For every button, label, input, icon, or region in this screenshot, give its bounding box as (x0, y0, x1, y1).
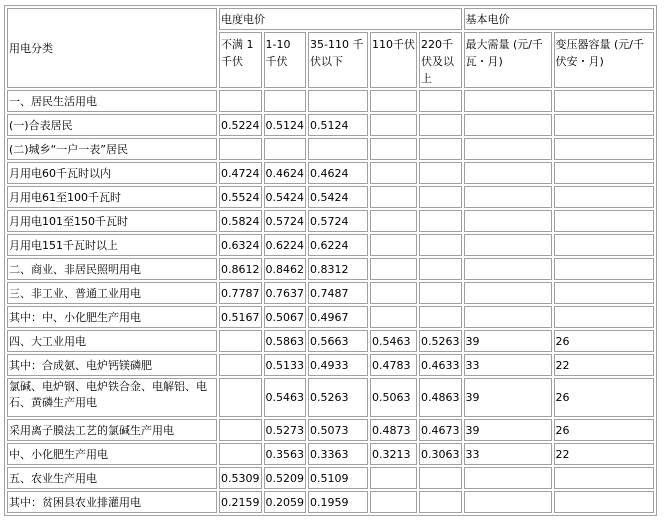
row-label: 其中：合成氨、电炉钙镁磷肥 (7, 354, 217, 376)
table-cell: 0.4783 (370, 354, 417, 376)
table-cell: 39 (464, 419, 552, 441)
table-cell (554, 186, 654, 208)
table-cell: 0.6224 (308, 234, 368, 256)
table-cell: 0.5309 (219, 467, 262, 489)
table-cell: 0.6224 (264, 234, 307, 256)
table-cell (264, 90, 307, 112)
table-cell (370, 306, 417, 328)
row-label: 月用电61至100千瓦时 (7, 186, 217, 208)
col-under-1kv: 不满 1 千伏 (219, 32, 262, 88)
table-cell: 0.4863 (419, 378, 462, 417)
tariff-table-container (4, 5, 657, 516)
row-label: 氯碱、电炉钢、电炉铁合金、电解铝、电石、黄磷生产用电 (7, 378, 217, 417)
table-cell: 0.8312 (308, 258, 368, 280)
table-cell (464, 258, 552, 280)
table-cell (464, 234, 552, 256)
table-cell: 0.7487 (308, 282, 368, 304)
electricity-tariff-table (4, 5, 657, 516)
table-cell (419, 282, 462, 304)
table-cell (554, 234, 654, 256)
table-cell: 33 (464, 443, 552, 465)
table-cell: 0.5063 (370, 378, 417, 417)
table-cell (219, 354, 262, 376)
row-label: 月用电60千瓦时以内 (7, 162, 217, 184)
table-cell (308, 138, 368, 160)
table-cell: 0.8612 (219, 258, 262, 280)
row-label: 其中：中、小化肥生产用电 (7, 306, 217, 328)
table-cell: 0.5124 (308, 114, 368, 136)
table-cell (419, 186, 462, 208)
table-cell: 0.5067 (264, 306, 307, 328)
table-cell (419, 90, 462, 112)
table-cell (464, 467, 552, 489)
table-cell (219, 330, 262, 352)
row-label: (一)合表居民 (7, 114, 217, 136)
table-cell (370, 162, 417, 184)
table-cell: 0.5463 (370, 330, 417, 352)
table-cell (219, 419, 262, 441)
table-row (7, 419, 654, 441)
table-cell (419, 162, 462, 184)
row-label: 月用电101至150千瓦时 (7, 210, 217, 232)
table-cell (554, 467, 654, 489)
table-row (7, 282, 654, 304)
table-cell (308, 90, 368, 112)
col-max-demand: 最大需量 (元/千瓦・月) (464, 32, 552, 88)
table-cell (464, 114, 552, 136)
table-cell: 0.5263 (308, 378, 368, 417)
table-cell (370, 467, 417, 489)
row-label: 三、非工业、普通工业用电 (7, 282, 217, 304)
table-cell: 0.3213 (370, 443, 417, 465)
table-cell (554, 282, 654, 304)
table-row (7, 306, 654, 328)
row-label: 四、大工业用电 (7, 330, 217, 352)
table-cell: 0.5863 (264, 330, 307, 352)
table-cell: 0.5133 (264, 354, 307, 376)
table-cell: 0.5273 (264, 419, 307, 441)
table-cell: 0.6324 (219, 234, 262, 256)
table-cell (219, 90, 262, 112)
table-cell: 26 (554, 419, 654, 441)
table-row (7, 234, 654, 256)
table-cell (370, 234, 417, 256)
table-cell (554, 306, 654, 328)
table-row (7, 467, 654, 489)
table-cell: 0.5209 (264, 467, 307, 489)
table-cell: 0.4633 (419, 354, 462, 376)
table-cell (370, 491, 417, 513)
row-label: 采用离子膜法工艺的氯碱生产用电 (7, 419, 217, 441)
table-cell: 0.4673 (419, 419, 462, 441)
row-label: 二、商业、非居民照明用电 (7, 258, 217, 280)
energy-price-header: 电度电价 (219, 8, 462, 30)
table-cell: 0.7787 (219, 282, 262, 304)
table-cell (554, 138, 654, 160)
table-cell (554, 210, 654, 232)
table-row (7, 378, 654, 417)
table-cell: 0.3063 (419, 443, 462, 465)
table-cell (370, 114, 417, 136)
table-cell (554, 258, 654, 280)
table-cell (370, 186, 417, 208)
table-cell: 0.5724 (308, 210, 368, 232)
table-cell: 0.5463 (264, 378, 307, 417)
table-cell (464, 306, 552, 328)
table-cell (370, 282, 417, 304)
table-cell: 0.4624 (308, 162, 368, 184)
table-row (7, 443, 654, 465)
row-label: 其中：贫困县农业排灌用电 (7, 491, 217, 513)
table-row (7, 258, 654, 280)
col-220kv-above: 220千伏及以上 (419, 32, 462, 88)
table-cell: 0.5824 (219, 210, 262, 232)
table-row (7, 90, 654, 112)
table-cell (554, 90, 654, 112)
row-label: 五、农业生产用电 (7, 467, 217, 489)
table-cell: 0.4873 (370, 419, 417, 441)
table-cell (419, 306, 462, 328)
table-cell: 0.5073 (308, 419, 368, 441)
table-cell: 0.4624 (264, 162, 307, 184)
table-cell: 39 (464, 330, 552, 352)
table-cell (370, 138, 417, 160)
table-cell: 33 (464, 354, 552, 376)
table-cell (419, 114, 462, 136)
row-label: 中、小化肥生产用电 (7, 443, 217, 465)
table-cell (554, 162, 654, 184)
table-cell (464, 282, 552, 304)
table-cell: 0.5109 (308, 467, 368, 489)
table-cell (264, 138, 307, 160)
table-cell (419, 491, 462, 513)
table-cell (464, 162, 552, 184)
table-cell (370, 210, 417, 232)
table-cell: 0.2159 (219, 491, 262, 513)
table-cell (464, 138, 552, 160)
table-cell (464, 491, 552, 513)
table-cell (419, 210, 462, 232)
table-cell (464, 90, 552, 112)
table-row (7, 210, 654, 232)
table-cell (219, 378, 262, 417)
col-110kv: 110千伏 (370, 32, 417, 88)
table-cell: 0.4967 (308, 306, 368, 328)
table-cell: 0.5424 (264, 186, 307, 208)
table-cell: 0.2059 (264, 491, 307, 513)
table-cell: 0.5263 (419, 330, 462, 352)
table-cell: 0.4933 (308, 354, 368, 376)
table-cell: 0.3363 (308, 443, 368, 465)
table-cell (419, 258, 462, 280)
table-cell: 0.5724 (264, 210, 307, 232)
table-cell (464, 186, 552, 208)
table-row (7, 162, 654, 184)
table-cell (419, 234, 462, 256)
table-cell: 22 (554, 354, 654, 376)
table-cell: 0.1959 (308, 491, 368, 513)
table-cell (219, 138, 262, 160)
table-row (7, 330, 654, 352)
table-cell: 0.5124 (264, 114, 307, 136)
table-cell (464, 210, 552, 232)
table-row (7, 491, 654, 513)
table-cell: 0.4724 (219, 162, 262, 184)
table-cell: 0.3563 (264, 443, 307, 465)
col-35-110kv: 35-110 千伏以下 (308, 32, 368, 88)
table-row (7, 114, 654, 136)
table-cell: 26 (554, 330, 654, 352)
row-label: (二)城乡“一户一表”居民 (7, 138, 217, 160)
table-cell (370, 90, 417, 112)
table-row (7, 138, 654, 160)
table-cell (370, 258, 417, 280)
table-row (7, 354, 654, 376)
table-cell (419, 138, 462, 160)
table-cell (219, 443, 262, 465)
table-cell (419, 467, 462, 489)
table-cell: 39 (464, 378, 552, 417)
table-cell (554, 114, 654, 136)
table-cell: 0.5424 (308, 186, 368, 208)
col-transformer-capacity: 变压器容量 (元/千伏安・月) (554, 32, 654, 88)
table-cell: 0.8462 (264, 258, 307, 280)
table-cell: 0.5224 (219, 114, 262, 136)
table-cell (554, 491, 654, 513)
category-header: 用电分类 (7, 8, 217, 88)
row-label: 一、居民生活用电 (7, 90, 217, 112)
row-label: 月用电151千瓦时以上 (7, 234, 217, 256)
table-cell: 26 (554, 378, 654, 417)
table-cell: 0.5167 (219, 306, 262, 328)
table-cell: 0.5524 (219, 186, 262, 208)
table-row (7, 186, 654, 208)
basic-price-header: 基本电价 (464, 8, 654, 30)
table-cell: 0.5663 (308, 330, 368, 352)
table-cell: 22 (554, 443, 654, 465)
col-1-10kv: 1-10 千伏 (264, 32, 307, 88)
table-cell: 0.7637 (264, 282, 307, 304)
